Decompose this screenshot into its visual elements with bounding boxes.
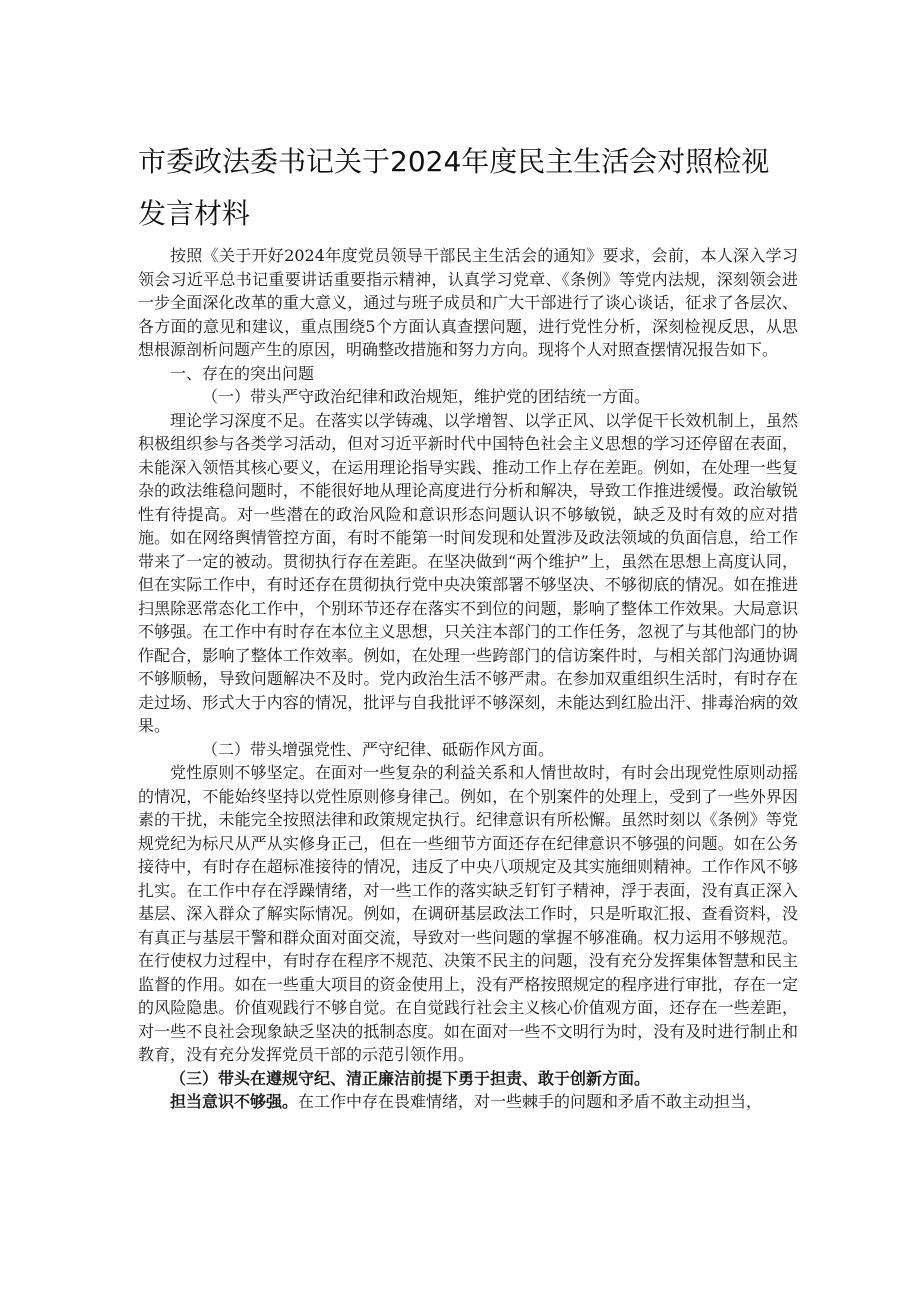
- intro-paragraph: 按照《关于开好2024年度党员领导干部民主生活会的通知》要求，会前，本人深入学习领会习近平总书记重要讲话重要指示精神，认真学习党章、《条例》等党内法规，深刻领会进一步全面深化改革的重大意义，通过与班子成员和广大干部进行了谈心谈话，征求了各层次、各方面的意见和建议，重点围绕5个方面认真查摆问题，进行党性分析，深刻检视反思，从思想根源剖析问题产生的原因，明确整改措施和努力方向。现将个人对照查摆情况报告如下。: [138, 246, 798, 359]
- subsection-text-3: 在工作中存在畏难情绪，对一些棘手的问题和矛盾不敢主动担当，: [298, 1092, 763, 1111]
- subsection-lead-3: 担当意识不够强。: [170, 1092, 299, 1111]
- subsection-heading-2: （二）带头增强党性、严守纪律、砥砺作风方面。: [202, 739, 555, 759]
- subsection-body-3: [138, 1090, 798, 1114]
- section-heading: 一、存在的突出问题: [170, 363, 315, 383]
- subsection-heading-1: （一）带头严守政治纪律和政治规矩，维护党的团结统一方面。: [202, 387, 651, 406]
- document-body: [138, 244, 798, 1114]
- document-title-line-1: 市委政法委书记关于2024年度民主生活会对照检视: [138, 145, 770, 178]
- document-title-line-2: 发言材料: [138, 197, 251, 230]
- subsection-body-2: 党性原则不够坚定。在面对一些复杂的利益关系和人情世故时，有时会出现党性原则动摇的情况，不能始终坚持以党性原则修身律己。例如，在个别案件的处理上，受到了一些外界因素的干扰，未能完全按照法律和政策规定执行。纪律意识有所松懈。虽然时刻以《条例》等党规党纪为标尺从严从实修身正己，但在一些细节方面还存在纪律意识不够强的问题。如在公务接待中，有时存在超标准接待的情况，违反了中央八项规定及其实施细则精神。工作作风不够扎实。在工作中存在浮躁情绪，对一些工作的落实缺乏钉钉子精神，浮于表面，没有真正深入基层、深入群众了解实际情况。例如，在调研基层政法工作时，只是听取汇报、查看资料，没有真正与基层干警和群众面对面交流，导致对一些问题的掌握不够准确。权力运用不够规范。在行使权力过程中，有时存在程序不规范、决策不民主的问题，没有充分发挥集体智慧和民主监督的作用。如在一些重大项目的资金使用上，没有严格按照规定的程序进行审批，存在一定的风险隐患。价值观践行不够自觉。在自觉践行社会主义核心价值观方面，还存在一些差距，对一些不良社会现象缺乏坚决的抵制态度。如在面对一些不文明行为时，没有及时进行制止和教育，没有充分发挥党员干部的示范引领作用。: [138, 763, 798, 1064]
- subsection-heading-3: （三）带头在遵规守纪、清正廉洁前提下勇于担责、敢于创新方面。: [170, 1068, 651, 1088]
- subsection-body-1: 理论学习深度不足。在落实以学铸魂、以学增智、以学正风、以学促干长效机制上，虽然积极组织参与各类学习活动，但对习近平新时代中国特色社会主义思想的学习还停留在表面，未能深入领悟其核心要义，在运用理论指导实践、推动工作上存在差距。例如，在处理一些复杂的政法维稳问题时，不能很好地从理论高度进行分析和解决，导致工作推进缓慢。政治敏锐性有待提高。对一些潜在的政治风险和意识形态问题认识不够敏锐，缺乏及时有效的应对措施。如在网络舆情管控方面，有时不能第一时间发现和处置涉及政法领域的负面信息，给工作带来了一定的被动。贯彻执行存在差距。在坚决做到“两个维护”上，虽然在思想上高度认同，但在实际工作中，有时还存在贯彻执行党中央决策部署不够坚决、不够彻底的情况。如在推进扫黑除恶常态化工作中，个别环节还存在落实不到位的问题，影响了整体工作效果。大局意识不够强。在工作中有时存在本位主义思想，只关注本部门的工作任务，忽视了与其他部门的协作配合，影响了整体工作效率。例如，在处理一些跨部门的信访案件时，与相关部门沟通协调不够顺畅，导致问题解决不及时。党内政治生活不够严肃。在参加双重组织生活时，有时存在走过场、形式大于内容的情况，批评与自我批评不够深刻，未能达到红脸出汗、排毒治病的效果。: [138, 410, 798, 735]
